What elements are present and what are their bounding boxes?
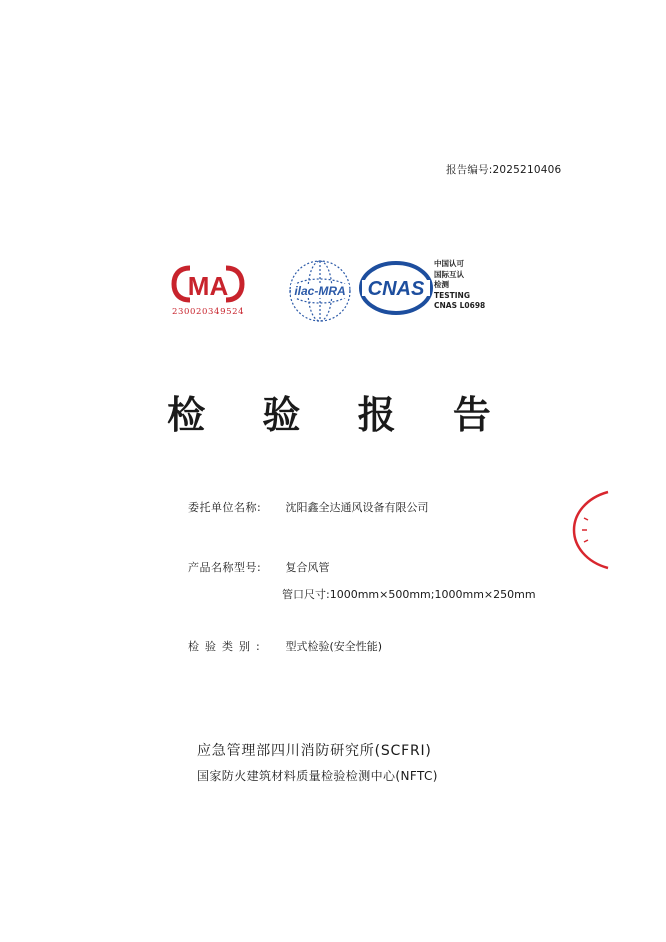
cnas-line-5: CNAS L0698 [434, 301, 486, 310]
cnas-accreditation-text [434, 259, 485, 312]
test-type-value: 型式检验(安全性能) [285, 640, 383, 653]
cma-number: 230020349524 [172, 307, 245, 317]
product-row [188, 559, 330, 575]
size-row [282, 586, 536, 602]
client-value: 沈阳鑫全达通风设备有限公司 [285, 501, 429, 514]
product-value: 复合风管 [285, 561, 330, 574]
product-label: 产品名称型号: [188, 561, 262, 574]
cnas-label: CNAS [367, 278, 425, 300]
size-value: 管口尺寸:1000mm×500mm;1000mm×250mm [282, 588, 536, 601]
cnas-logo [358, 260, 434, 316]
client-label: 委托单位名称: [188, 501, 262, 514]
official-seal-icon [570, 490, 610, 570]
institute-name: 应急管理部四川消防研究所(SCFRI) [197, 743, 432, 759]
ilac-label: ilac-MRA [294, 284, 346, 298]
client-row [188, 499, 429, 515]
cnas-line-3: 检测 [434, 280, 449, 289]
cnas-line-2: 国际互认 [434, 269, 464, 279]
report-number: 报告编号:2025210406 [446, 164, 562, 176]
test-type-row [188, 638, 382, 654]
cnas-line-1: 中国认可 [434, 259, 464, 268]
cnas-line-4: TESTING [434, 290, 470, 300]
cma-letters: MA [187, 271, 229, 301]
report-title: 检 验 报 告 [167, 393, 513, 437]
ilac-mra-logo [287, 258, 353, 324]
testing-center-name: 国家防火建筑材料质量检验检测中心(NFTC) [197, 769, 438, 783]
test-type-label: 检验类别: [188, 640, 266, 653]
